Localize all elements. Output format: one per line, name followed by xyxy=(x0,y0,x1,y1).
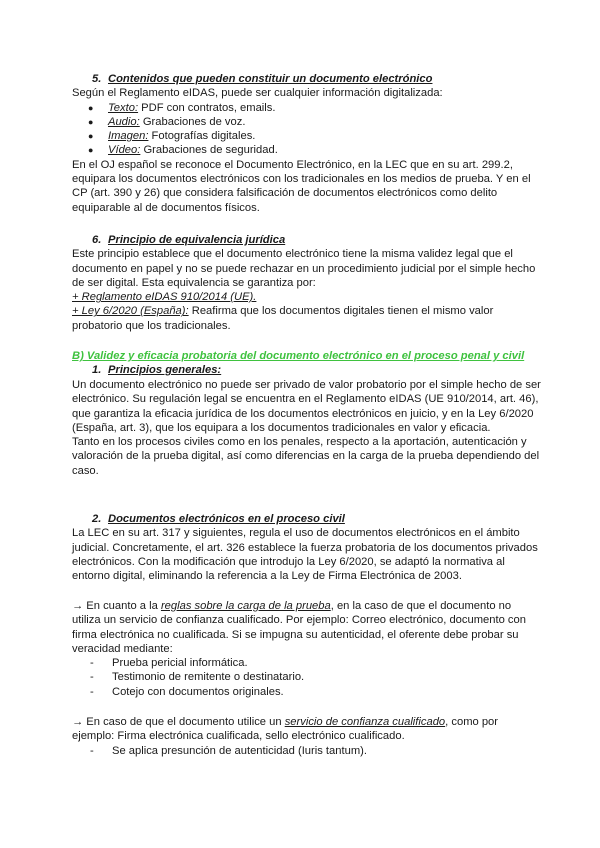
section-6-heading xyxy=(72,233,542,247)
arrow-paragraph-1: → En cuanto a la reglas sobre la carga de la prueba, en la caso de que el documento no utiliza un servicio de confianza cualificado. Por ejemplo: Correo electrónico, documento con firma electrónica no cualificada. Si se impugna su autenticidad, el oferente debe probar su veracidad mediante: xyxy=(72,600,526,655)
burden-of-proof-link: reglas sobre la carga de la prueba xyxy=(160,600,331,612)
content-types-list xyxy=(72,101,542,158)
subsection-1-body xyxy=(72,378,542,478)
list-item: - Cotejo con documentos originales. xyxy=(88,685,542,699)
section-6-line-eidas: + Reglamento eIDAS 910/2014 (UE). xyxy=(72,291,257,304)
subsection-1-heading xyxy=(72,363,560,377)
section-5-number: 5. xyxy=(92,73,102,85)
list-item: - Prueba pericial informática. xyxy=(88,656,542,670)
section-6-body: Este principio establece que el documento electrónico tiene la misma validez legal que el documento en papel y no se puede rechazar en un procedimiento judicial por el simple hecho de ser digital. Esta equivalencia se garantiza por: xyxy=(72,248,536,289)
section-5-title: Contenidos que pueden constituir un documento electrónico xyxy=(108,73,433,85)
qualified-service-link: servicio de confianza cualificado xyxy=(284,716,446,728)
section-5-body: En el OJ español se reconoce el Documento Electrónico, en la LEC que en su art. 299.2, equipara los documentos electrónicos con los tradicionales en los medios de prueba. Y en el CP (art. 390 y 26) que considera falsificación de documentos electrónicos como delito equiparable al de documentos físicos. xyxy=(72,158,531,214)
subsection-2-p1: La LEC en su art. 317 y siguientes, regula el uso de documentos electrónicos en el ámbito judicial. Concretamente, el art. 326 establece la fuerza probatoria de los documentos privados electrónicos. Con la modificación que introdujo la Ley 6/2020, se adaptó la normativa al entorno digital, eliminando la referencia a la Ley de Firma Electrónica de 2003. xyxy=(72,527,538,583)
section-6 xyxy=(72,233,542,333)
section-b xyxy=(72,349,560,378)
qualified-service-block xyxy=(72,715,542,758)
subsection-1-number: 1. xyxy=(92,364,102,377)
section-5-intro: Según el Reglamento eIDAS, puede ser cualquier información digitalizada: xyxy=(72,87,443,100)
subsection-1-p2: Tanto en los procesos civiles como en los penales, respecto a la aportación, autenticación y valoración de la prueba digital, así como diferencias en la carga de la prueba dependiendo del caso. xyxy=(72,436,540,477)
list-item: - Se aplica presunción de autenticidad (Iuris tantum). xyxy=(88,744,542,758)
presumption-list xyxy=(72,744,542,758)
burden-of-proof-block xyxy=(72,599,542,699)
list-item: ● Texto: PDF con contratos, emails. xyxy=(88,101,542,115)
list-item: ● Imagen: Fotografías digitales. xyxy=(88,129,542,143)
proof-methods-list xyxy=(72,656,542,699)
section-6-line-ley: + Ley 6/2020 (España): Reafirma que los documentos digitales tienen el mismo valor probatorio que los tradicionales. xyxy=(72,305,494,332)
list-item: ● Audio: Grabaciones de voz. xyxy=(88,115,542,129)
section-6-title: Principio de equivalencia jurídica xyxy=(108,234,286,246)
arrow-paragraph-2: → En caso de que el documento utilice un servicio de confianza cualificado, como por ejemplo: Firma electrónica cualificada, sello electrónico cualificado. xyxy=(72,716,499,743)
section-5-heading xyxy=(72,72,542,86)
list-item: ● Vídeo: Grabaciones de seguridad. xyxy=(88,143,542,157)
subsection-1-p1: Un documento electrónico no puede ser privado de valor probatorio por el simple hecho de ser electrónico. Su regulación legal se encuentra en el Reglamento eIDAS (UE 910/2014, art. 46), que garantiza la eficacia jurídica de los documentos electrónicos en juicio, y en la Ley 6/2020 (España, art. 3), que los equipara a los documentos tradicionales en valor y eficacia. xyxy=(72,379,541,434)
section-b-title: B) Validez y eficacia probatoria del documento electrónico en el proceso penal y civil xyxy=(72,350,525,362)
subsection-2-title: Documentos electrónicos en el proceso civil xyxy=(108,513,345,525)
subsection-2-heading xyxy=(72,512,542,526)
list-item: - Testimonio de remitente o destinatario. xyxy=(88,670,542,684)
section-5 xyxy=(72,72,542,215)
section-6-number: 6. xyxy=(92,234,102,246)
subsection-2-number: 2. xyxy=(92,513,102,525)
subsection-2 xyxy=(72,512,542,583)
subsection-1-title: Principios generales: xyxy=(108,364,222,377)
